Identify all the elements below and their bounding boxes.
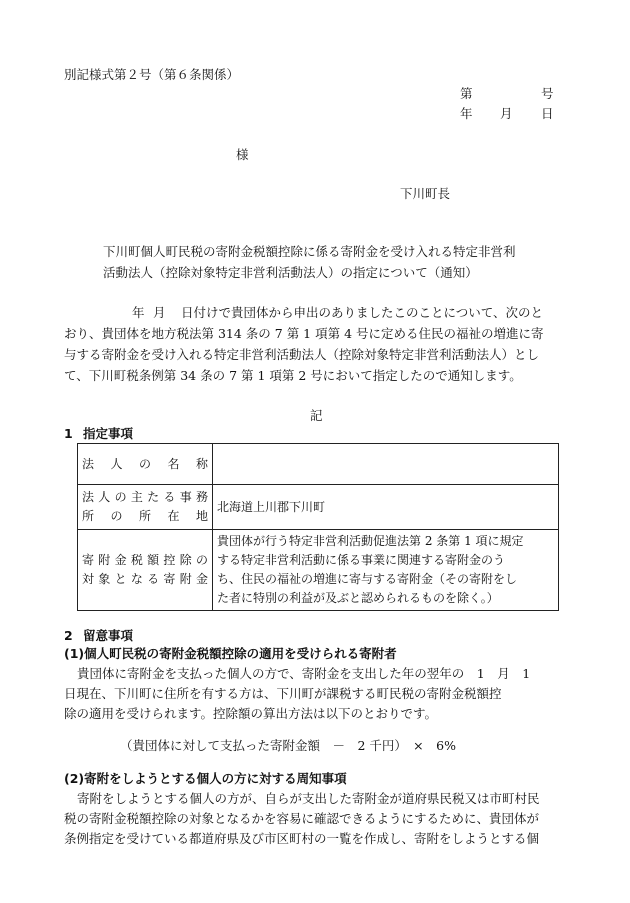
table-row xyxy=(78,530,559,611)
table-value: 北海道上川郡下川町 xyxy=(213,485,559,530)
section2-title: 留意事項 xyxy=(83,628,134,643)
sub2-line-2: 税の寄附金税額控除の対象となるかを容易に確認できるようにするために、貴団体が xyxy=(64,811,540,826)
number-dai: 第 xyxy=(460,86,473,101)
section2-number: 2 xyxy=(64,628,73,643)
table-label xyxy=(78,485,213,530)
body-line-1: おり、貴団体を地方税法第 314 条の 7 第 1 項第 4 号に定める住民の福祉の増進に寄 xyxy=(64,326,544,341)
sub1-line-3: 除の適用を受けられます。控除額の算出方法は以下のとおりです。 xyxy=(64,706,438,721)
body-date-month: 月 xyxy=(153,305,166,320)
addressee-sama: 様 xyxy=(236,147,249,162)
ki-heading: 記 xyxy=(310,408,323,423)
body-date-rest: 日付けで貴団体から申出のありましたこのことについて、次のと xyxy=(181,305,544,320)
date-day: 日 xyxy=(541,106,554,121)
table-value xyxy=(213,444,559,485)
date-year: 年 xyxy=(460,106,473,121)
table-value-line: た者に特別の利益が及ぶと認められるものを除く。） xyxy=(217,591,499,605)
sub1-line-2: 日現在、下川町に住所を有する方は、下川町が課税する町民税の寄附金税額控 xyxy=(64,686,502,701)
form-header: 別記様式第２号（第６条関係） xyxy=(64,67,240,82)
number-go: 号 xyxy=(541,86,554,101)
sub2-line-3: 条例指定を受けている都道府県及び市区町村の一覧を作成し、寄附をしようとする個 xyxy=(64,831,540,846)
section1-number: 1 xyxy=(64,426,73,441)
body-date-year: 年 xyxy=(132,305,145,320)
table-label-line: 法人の主たる事務 xyxy=(82,490,208,504)
table-value-line: 貴団体が行う特定非営利活動促進法第 2 条第 1 項に規定 xyxy=(217,534,524,548)
table-label: 法 人 の 名 称 xyxy=(78,444,213,485)
title-line-1: 下川町個人町民税の寄附金税額控除に係る寄附金を受け入れる特定非営利 xyxy=(103,244,516,259)
date-month: 月 xyxy=(500,106,513,121)
sub1-line-1: 貴団体に寄附金を支払った個人の方で、寄附金を支出した年の翌年の 1 月 1 xyxy=(77,666,531,681)
sub2-heading: (2)寄附をしようとする個人の方に対する周知事項 xyxy=(64,771,347,786)
title-line-2: 活動法人（控除対象特定非営利活動法人）の指定について（通知） xyxy=(103,265,478,280)
body-line-3: て、下川町税条例第 34 条の 7 第 1 項第 2 号において指定したので通知します。 xyxy=(64,368,522,383)
table-value xyxy=(213,530,559,611)
body-line-2: 与する寄附金を受け入れる特定非営利活動法人（控除対象特定非営利活動法人）とし xyxy=(64,347,540,362)
table-label xyxy=(78,530,213,611)
table-label-line: 寄附金税額控除の xyxy=(82,553,208,567)
sub2-line-1: 寄附をしようとする個人の方が、自らが支出した寄附金が道府県民税又は市町村民 xyxy=(77,791,540,806)
sender: 下川町長 xyxy=(400,186,451,201)
deduction-formula: （貴団体に対して支払った寄附金額 － 2 千円） × 6% xyxy=(120,738,456,753)
table-row xyxy=(78,444,559,485)
table-label-line: 対象となる寄附金 xyxy=(82,572,208,586)
table-value-line: ち、住民の福祉の増進に寄与する寄附金（その寄附をし xyxy=(217,572,518,586)
table-label-line: 所 の 所 在 地 xyxy=(82,509,208,523)
table-value-line: する特定非営利活動に係る事業に関連する寄附金のう xyxy=(217,553,506,567)
section1-title: 指定事項 xyxy=(83,426,134,441)
table-row xyxy=(78,485,559,530)
designation-table xyxy=(77,443,559,611)
sub1-heading: (1)個人町民税の寄附金税額控除の適用を受けられる寄附者 xyxy=(64,646,397,661)
